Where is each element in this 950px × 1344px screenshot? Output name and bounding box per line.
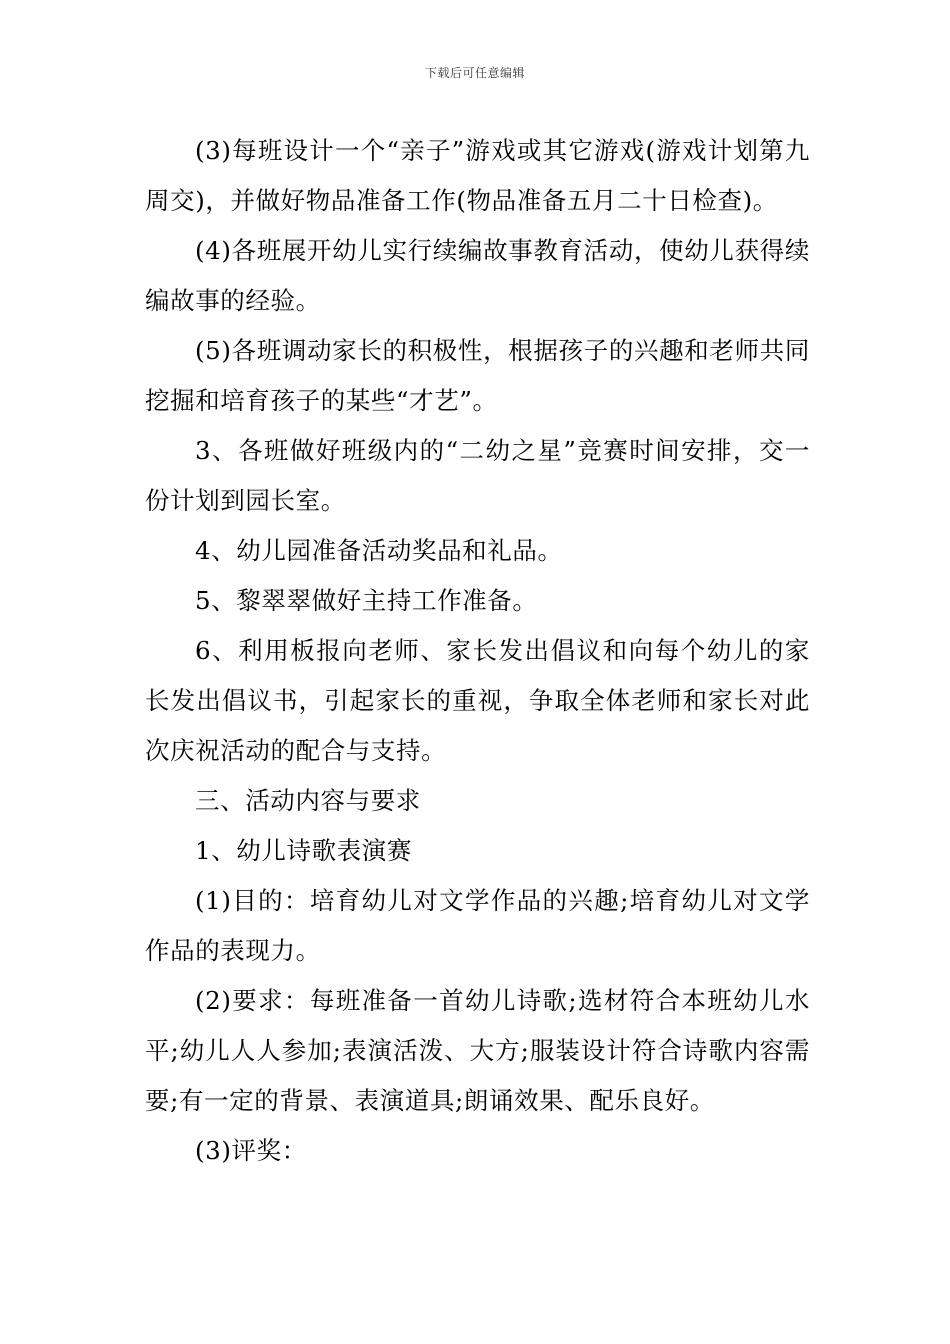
paragraph-item-6: 6、利用板报向老师、家长发出倡议和向每个幼儿的家长发出倡议书，引起家长的重视，争取全体老师和家长对此次庆祝活动的配合与支持。 (145, 636, 810, 765)
paragraph-item-5: 5、黎翠翠做好主持工作准备。 (195, 586, 538, 615)
paragraph-requirements: (2)要求：每班准备一首幼儿诗歌;选材符合本班幼儿水平;幼儿人人参加;表演活泼、大方;服装设计符合诗歌内容需要;有一定的背景、表演道具;朗诵效果、配乐良好。 (145, 986, 810, 1115)
subsection-heading-1: 1、幼儿诗歌表演赛 (195, 836, 412, 865)
header-note: 下载后可任意编辑 (424, 66, 525, 80)
paragraph-item-3: 3、各班做好班级内的“二幼之星”竞赛时间安排，交一份计划到园长室。 (145, 436, 810, 515)
paragraph-3-parent-child-game: (3)每班设计一个“亲子”游戏或其它游戏(游戏计划第九周交)，并做好物品准备工作(物品准备五月二十日检查)。 (145, 136, 810, 215)
paragraph-4-story-activity: (4)各班展开幼儿实行续编故事教育活动，使幼儿获得续编故事的经验。 (145, 236, 810, 315)
paragraph-purpose: (1)目的：培育幼儿对文学作品的兴趣;培育幼儿对文学作品的表现力。 (145, 886, 810, 965)
document-body (145, 126, 810, 1176)
paragraph-5-parent-talent: (5)各班调动家长的积极性，根据孩子的兴趣和老师共同挖掘和培育孩子的某些“才艺”。 (145, 336, 810, 415)
paragraph-awards: (3)评奖： (195, 1136, 307, 1165)
section-heading-3: 三、活动内容与要求 (195, 786, 421, 815)
paragraph-item-4: 4、幼儿园准备活动奖品和礼品。 (195, 536, 563, 565)
